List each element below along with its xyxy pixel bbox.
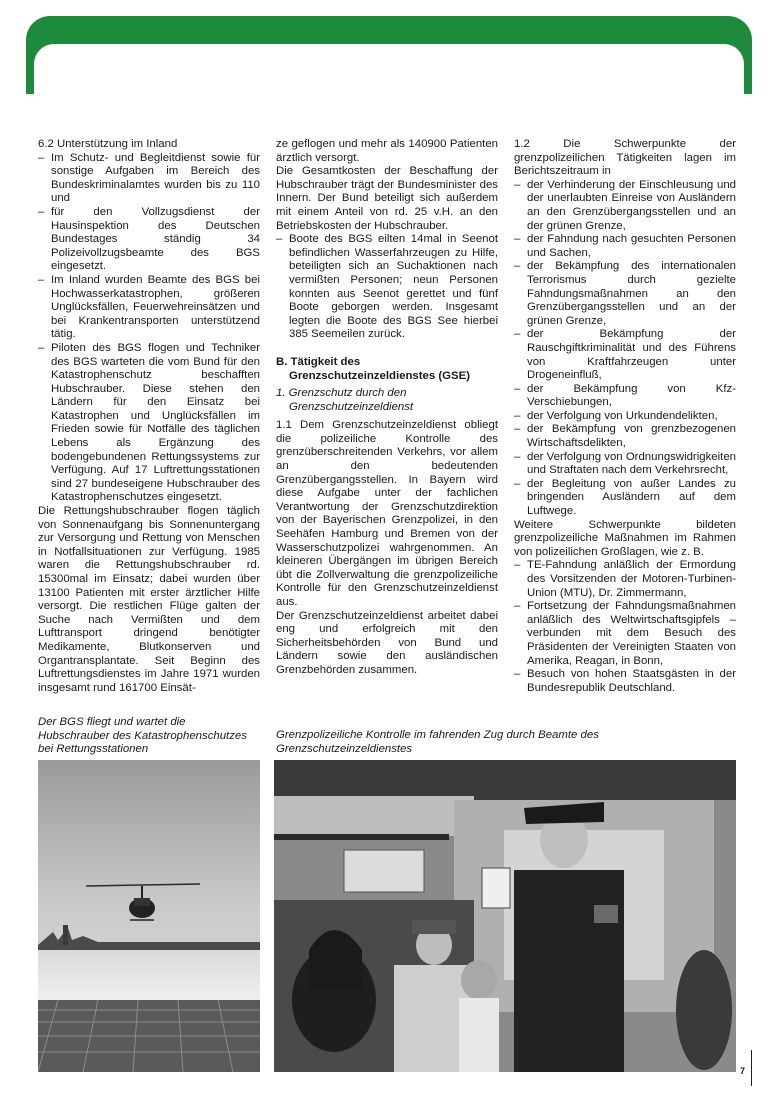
header-inner (34, 44, 744, 114)
list-item: – TE-Fahndung anläßlich der Ermordung des Vorsitzenden der Motoren-Turbinen-Union (MTU), Dr. Zimmermann, (514, 559, 736, 600)
subsection-heading: 1. Grenzschutz durch den Grenzschutzeinzeldienst (276, 387, 414, 413)
train-photo (274, 760, 736, 1072)
list (276, 233, 498, 342)
list-item: – der Begleitung von außer Landes zu bringenden Ausländern auf dem Luftwege. (514, 478, 736, 519)
list-item: – der Verfolgung von Ordnungswidrigkeiten und Straftaten nach dem Verkehrsrecht, (514, 451, 736, 478)
section-heading: 6.2 Unterstützung im Inland (38, 138, 178, 150)
paragraph: Der Grenzschutzeinzeldienst arbeitet dabei eng und erfolgreich mit den Sicherheitsbehörden von Bund und Ländern sowie den ausländischen Grenzbehörden zusammen. (276, 609, 498, 676)
section-heading: B. Tätigkeit des Grenzschutzeinzeldienstes (GSE) (276, 355, 471, 382)
column-2 (276, 138, 498, 678)
list-item: – Boote des BGS eilten 14mal in Seenot befindlichen Wasserfahrzeugen zu Hilfe, beteiligten sich an Suchaktionen nach vermißten Personen; neun Personen konnten aus Seenot gerettet und fünf Boote geborgen werden. Insgesamt legten die Boote des BGS See hierbei 385 Seemeilen zurück. (276, 233, 498, 342)
paragraph: 1.2 Die Schwerpunkte der grenzpolizeilichen Tätigkeiten lagen im Berichtszeitraum in (514, 138, 736, 178)
list-item: – Besuch von hohen Staatsgästen in der Bundesrepublik Deutschland. (514, 668, 736, 695)
list-item: – Piloten des BGS flogen und Techniker des BGS warteten die vom Bund für den Katastrophenschutz beschafften Hubschrauber. Diese stehen den Ländern für den Einsatz bei Katastrophen und Unglücksfällen im Frieden sowie für Notfälle des täglichen Lebens als Ergänzung des bodengebundenen Rettungssystems zur Verfügung. Auf 17 Luftrettungsstationen sind 27 bundeseigene Hubschrauber des Katastrophenschutzes eingesetzt. (38, 342, 260, 505)
paragraph: Die Gesamtkosten der Beschaffung der Hubschrauber trägt der Bundesminister des Innern. Der Bund beteiligt sich außerdem mit einem Anteil von rd. 25 v.H. an den Betriebskosten der Hubschrauber. (276, 165, 498, 232)
list-item: – der Bekämpfung von grenzbezogenen Wirtschaftsdelikten, (514, 423, 736, 450)
list-item: – der Bekämpfung von Kfz-Verschiebungen, (514, 383, 736, 410)
list (514, 559, 736, 695)
paragraph: ze geflogen und mehr als 140900 Patienten ärztlich versorgt. (276, 138, 498, 164)
photo-caption-left: Der BGS fliegt und wartet die Hubschrauber des Katastrophenschutzes bei Rettungsstationen (38, 716, 247, 756)
page-rule (751, 1050, 752, 1086)
list-item: – für den Vollzugsdienst der Hausinspektion des Deutschen Bundestages ständig 34 Polizeivollzugsbeamte des BGS eingesetzt. (38, 206, 260, 274)
list-item: – der Fahndung nach gesuchten Personen und Sachen, (514, 233, 736, 260)
paragraph: Die Rettungshubschrauber flogen täglich von Sonnenaufgang bis Sonnenuntergang zur Versorgung und Rettung von Menschen in Notfallsituationen zur Verfügung. 1985 waren die Rettungshubschrauber rd. 15300mal im Einsatz; dabei wurden über 13100 Patienten mit erster ärztlicher Hilfe versorgt. Die restlichen Flüge galten der Suche nach Vermißten und dem Lufttransport dringend benötigter Medikamente, Blutkonserven und Organtransplantate. Seit Beginn des Luftrettungsdienstes im Jahre 1971 wurden insgesamt rund 161700 Einsät- (38, 505, 260, 694)
column-3 (514, 138, 736, 695)
list-item: – Im Inland wurden Beamte des BGS bei Hochwasserkatastrophen, größeren Unglücksfällen, Feuerwehreinsätzen und bei Krankentransporten unterstützend tätig. (38, 274, 260, 342)
list (514, 179, 736, 519)
paragraph: 1.1 Dem Grenzschutzeinzeldienst obliegt die polizeiliche Kontrolle des grenzüberschreitenden Verkehrs, vor allem an den bedeutenden Grenzübergangsstellen. In Bayern wird diese Aufgabe unter der fachlichen Verantwortung der Grenzschutzdirektion von der Bayerischen Grenzpolizei, in den Seehäfen Hamburg und Bremen von der Wasserschutzpolizei wahrgenommen. An kleineren Übergängen im übrigen Bereich übt die Zollverwaltung die grenzpolizeiliche Kontrolle für den Grenzschutzeinzeldienst aus. (276, 419, 498, 608)
list-item: – der Verfolgung von Urkundendelikten, (514, 410, 736, 424)
helicopter-photo (38, 760, 260, 1072)
column-1 (38, 138, 260, 695)
list-item: – Im Schutz- und Begleitdienst sowie für sonstige Aufgaben im Bereich des Bundeskriminalamtes wurden bis zu 110 und (38, 152, 260, 206)
page-number: 7 (740, 1066, 746, 1076)
list (38, 152, 260, 505)
photo-caption-right: Grenzpolizeiliche Kontrolle im fahrenden Zug durch Beamte des Grenzschutzeinzeldienstes (276, 729, 599, 755)
list-item: – Fortsetzung der Fahndungsmaßnahmen anläßlich des Weltwirtschaftsgipfels – verbunden mit dem Besuch des Präsidenten der Vereinigten Staaten von Amerika, Reagan, in Bonn, (514, 600, 736, 668)
list-item: – der Bekämpfung der Rauschgiftkriminalität und des Führens von Kraftfahrzeugen unter Drogeneinfluß, (514, 328, 736, 382)
list-item: – der Verhinderung der Einschleusung und der unerlaubten Einreise von Ausländern an den Grenzübergangsstellen und an der grünen Grenze, (514, 179, 736, 233)
paragraph: Weitere Schwerpunkte bildeten grenzpolizeiliche Maßnahmen im Rahmen von polizeilichen Großlagen, wie z. B. (514, 518, 736, 558)
list-item: – der Bekämpfung des internationalen Terrorismus durch gezielte Fahndungsmaßnahmen an den Grenzübergangsstellen und an der grünen Grenze, (514, 260, 736, 328)
